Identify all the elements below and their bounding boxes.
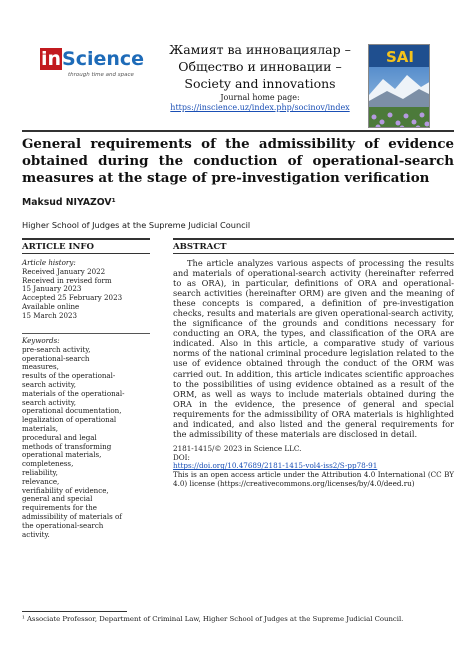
keyword-line: verifiability of evidence,	[22, 485, 109, 495]
logo-wordmark: inScience	[41, 48, 145, 70]
license-statement: This is an open access article under the Attribution 4.0 International (CC BY 4.0) license (https://creativecommons.org/licenses/by/4.0/deed.ru)	[173, 470, 454, 489]
keyword-line: completeness,	[22, 459, 74, 469]
logo-tagline: through time and space	[68, 72, 134, 78]
history-line: Accepted 25 February 2023	[22, 293, 123, 303]
history-line: Received in revised form	[22, 275, 112, 285]
journal-header	[160, 41, 360, 113]
keyword-line: materials,	[22, 423, 59, 433]
publisher-logo	[40, 48, 155, 88]
doi-label: DOI:	[173, 452, 190, 462]
journal-home-link[interactable]: https://inscience.uz/index.php/socinov/index	[170, 103, 350, 112]
cover-illustration	[369, 45, 430, 128]
doi-line	[173, 454, 454, 472]
keyword-line: activity.	[22, 529, 50, 539]
keyword-line: operational-search	[22, 353, 90, 363]
journal-cover-image	[368, 44, 430, 128]
article-info-column	[22, 238, 150, 321]
keyword-line: search activity,	[22, 379, 77, 389]
cover-title: SAI	[386, 48, 414, 66]
author-affiliation: Higher School of Judges at the Supreme Judicial Council	[22, 220, 251, 230]
journal-home-label: Journal home page:	[220, 93, 300, 102]
history-heading: Article history:	[22, 258, 76, 267]
keyword-line: operational materials,	[22, 450, 102, 460]
author-footnote: ¹ Associate Professor, Department of Criminal Law, Higher School of Judges at the Supreme Judicial Council.	[22, 615, 404, 623]
keyword-line: measures,	[22, 362, 59, 372]
abstract-column	[173, 238, 454, 489]
keywords-heading: Keywords:	[22, 336, 60, 345]
article-history	[22, 259, 150, 321]
history-line: 15 March 2023	[22, 310, 78, 320]
keyword-line: general and special	[22, 494, 93, 504]
article-info-heading: ARTICLE INFO	[22, 238, 150, 254]
doi-link[interactable]: https://doi.org/10.47689/2181-1415-vol4-iss2/S-pp78-91	[173, 461, 378, 471]
keyword-line: procedural and legal	[22, 432, 97, 442]
journal-title-line: Жамият ва инновациялар –	[169, 42, 351, 57]
keyword-line: pre-search activity,	[22, 344, 91, 354]
history-line: Available online	[22, 301, 80, 311]
keywords-box	[22, 333, 150, 539]
keyword-line: requirements for the	[22, 503, 97, 513]
keyword-line: legalization of operational	[22, 415, 117, 425]
issn-copyright: 2181-1415/© 2023 in Science LLC.	[173, 443, 302, 453]
keyword-line: relevance,	[22, 476, 60, 486]
article-title: General requirements of the admissibility of evidence obtained during the conduction of operational-search measures at the stage of pre-investigation verification	[22, 136, 454, 186]
keyword-line: operational documentation,	[22, 406, 122, 416]
footnote-divider	[22, 611, 127, 612]
keyword-line: materials of the operational-	[22, 388, 125, 398]
journal-title-line: Общество и инновации –	[178, 59, 342, 74]
keyword-line: methods of transforming	[22, 441, 112, 451]
keyword-line: results of the operational-	[22, 371, 116, 381]
header-divider	[22, 130, 454, 132]
history-line: 15 January 2023	[22, 284, 82, 294]
keyword-line: search activity,	[22, 397, 77, 407]
keyword-line: admissibility of materials of	[22, 511, 122, 521]
keyword-line: reliability,	[22, 467, 58, 477]
article-meta	[173, 445, 454, 489]
keyword-line: the operational-search	[22, 520, 104, 530]
abstract-text: The article analyzes various aspects of processing the results and materials of operational-search activity (hereinafter referred to as ORA), in particular, definitions of ORA and operational-search activities (hereinafter ORM) are given and the meaning of these concepts is compared, a definition of pre-investigation checks, results and materials are given operational-search activity, the significance of the grounds and conditions necessary for conducting an ORA, the types, and classification of the ORA are indicated. Also in this article, a comparative study of various norms of the national criminal procedure legislation related to the use of evidence obtained through the conduct of the ORM was carried out. In addition, this article indicates scientific approaches to the possibilities of using evidence obtained as a result of the ORM, as well as ways to include materials obtained during the ORA in the evidence, the presence of general and special requirements for the admissibility of ORA materials is highlighted and indicated, and also listed and the general requirements for the admissibility of these materials are disclosed in detail.	[173, 258, 454, 439]
journal-title-line: Society and innovations	[184, 76, 336, 91]
article-author: Maksud NIYAZOV¹	[22, 197, 116, 208]
history-line: Received January 2022	[22, 266, 106, 276]
abstract-heading: ABSTRACT	[173, 238, 454, 254]
